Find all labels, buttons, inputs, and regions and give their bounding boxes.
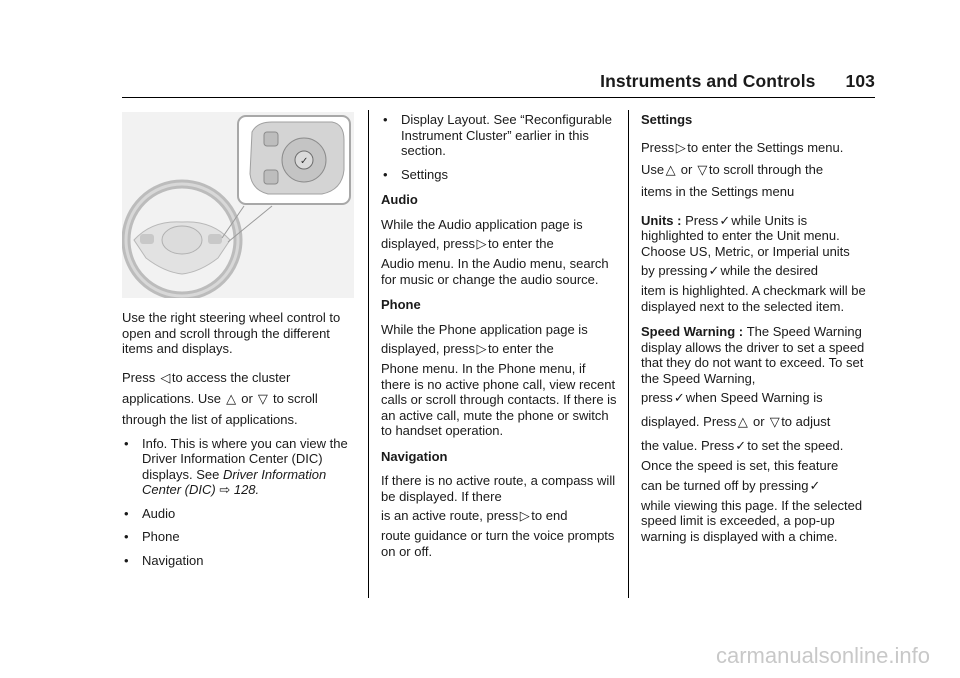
page-header bbox=[0, 71, 875, 91]
dic-cross-reference[interactable]: Driver Information Center (DIC) bbox=[142, 466, 327, 497]
bullet-icon: • bbox=[124, 552, 129, 568]
section-title: Instruments and Controls bbox=[600, 71, 816, 91]
list-item: • Display Layout. See “Reconfigurable Instrument Cluster” earlier in this section. bbox=[383, 112, 613, 158]
column-divider-1 bbox=[368, 110, 369, 598]
steering-wheel-illustration bbox=[122, 112, 354, 298]
footer-watermark: carmanualsonline.info bbox=[715, 643, 930, 668]
right-arrow-icon: ▷ bbox=[476, 341, 487, 356]
svg-text:✓: ✓ bbox=[300, 156, 309, 167]
intro-paragraph: Use the right steering wheel control to open and scroll through the different items and displays. bbox=[122, 310, 341, 356]
audio-paragraph: While the Audio application page is displayed, press ▷ to enter the Audio menu. In the Audio menu, search for music or change the audio source. bbox=[381, 216, 609, 287]
column-1 bbox=[122, 310, 354, 576]
list-item: • Navigation bbox=[124, 552, 204, 568]
right-arrow-icon: ▷ bbox=[675, 139, 686, 155]
column-2 bbox=[381, 112, 617, 569]
navigation-heading: Navigation bbox=[381, 448, 448, 464]
list-item: • Info. This is where you can view the Driver Information Center (DIC) displays. See Driver Information Center (DIC) ⇨ 128. bbox=[124, 435, 348, 497]
check-icon: ✓ bbox=[708, 263, 720, 278]
right-arrow-icon: ▷ bbox=[476, 236, 487, 251]
up-arrow-icon: △ bbox=[226, 390, 237, 406]
list-item: • Phone bbox=[124, 529, 180, 544]
audio-heading: Audio bbox=[381, 192, 418, 207]
units-paragraph: Units : Press✓while Units is highlighted to enter the Unit menu. Choose US, Metric, or Imperial units by pressing✓while the desired item is highlighted. A checkmark will be displayed next to the selected item. bbox=[641, 212, 866, 314]
up-arrow-icon: △ bbox=[665, 161, 676, 177]
check-icon: ✓ bbox=[735, 438, 747, 453]
control-callout bbox=[238, 116, 350, 204]
check-icon: ✓ bbox=[673, 390, 685, 405]
phone-heading: Phone bbox=[381, 297, 421, 312]
column-divider-2 bbox=[628, 110, 629, 598]
settings-heading: Settings bbox=[641, 112, 693, 127]
right-arrow-icon: ▷ bbox=[519, 508, 530, 523]
bullet-icon: • bbox=[124, 505, 129, 521]
ref-page-number[interactable]: 128 bbox=[233, 482, 256, 497]
speed-warning-paragraph: Speed Warning : The Speed Warning display allows the driver to set a speed that they do not want to exceed. To set the Speed Warning, press✓when Speed Warning is displayed. Press △ or ▽ to adjust the value. Press✓to set the speed. Once the speed is set, this feature can be turned off by pressing✓ while viewing this page. If the selected speed limit is exceeded, a pop-up warning is displayed with a chime. bbox=[641, 324, 865, 544]
check-icon: ✓ bbox=[719, 212, 731, 228]
ref-arrow-icon: ⇨ bbox=[219, 482, 231, 497]
phone-paragraph: While the Phone application page is displayed, press ▷ to enter the Phone menu. In the Phone menu, if there is no active phone call, view recent calls or scroll through contacts. If there is an active call, mute the phone or switch to handset operation. bbox=[381, 321, 617, 438]
column-3 bbox=[641, 112, 879, 554]
instructions-paragraph: Press ◁ to access the cluster applications. Use △ or ▽ to scroll through the list of applications. bbox=[122, 367, 354, 430]
down-arrow-icon: ▽ bbox=[769, 414, 780, 429]
bullet-icon: • bbox=[124, 529, 129, 544]
down-arrow-icon: ▽ bbox=[697, 161, 708, 177]
bullet-icon: • bbox=[383, 112, 388, 127]
speed-warning-label: Speed Warning : bbox=[641, 324, 747, 339]
navigation-paragraph: If there is no active route, a compass will be displayed. If there is an active route, press ▷ to end route guidance or turn the voice prompts on or off. bbox=[381, 473, 616, 559]
page-number: 103 bbox=[845, 71, 875, 91]
list-item: • Audio bbox=[124, 505, 176, 521]
list-item: • Settings bbox=[383, 166, 448, 182]
up-arrow-icon: △ bbox=[737, 414, 748, 429]
header-rule bbox=[122, 97, 875, 98]
units-label: Units : bbox=[641, 212, 686, 228]
check-icon: ✓ bbox=[809, 477, 821, 493]
settings-paragraph: Press ▷ to enter the Settings menu. Use △ or ▽ to scroll through the items in the Settings menu bbox=[641, 137, 879, 203]
bullet-icon: • bbox=[383, 166, 388, 182]
down-arrow-icon: ▽ bbox=[257, 390, 268, 406]
left-arrow-icon: ◁ bbox=[160, 369, 171, 385]
bullet-icon: • bbox=[124, 435, 129, 451]
